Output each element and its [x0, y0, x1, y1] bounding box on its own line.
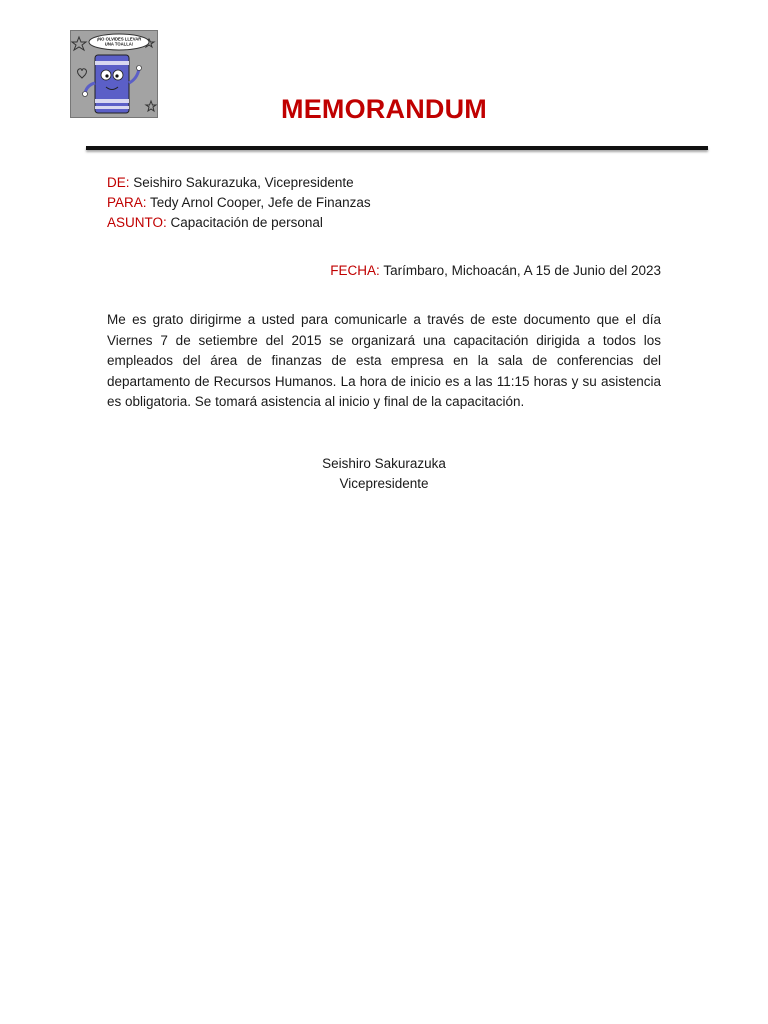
signature-name: Seishiro Sakurazuka	[322, 456, 446, 471]
svg-text:UNA TOALLA!: UNA TOALLA!	[104, 41, 134, 47]
to-label: PARA:	[107, 195, 147, 210]
from-label: DE:	[107, 175, 130, 190]
subject-label: ASUNTO:	[107, 215, 167, 230]
subject-value: Capacitación de personal	[170, 215, 323, 230]
memo-header	[107, 173, 371, 233]
from-line	[107, 173, 371, 193]
memo-body: Me es grato dirigirme a usted para comunicarle a través de este documento que el día Viernes 7 de setiembre del 2015 se organizará una capacitación dirigida a todos los empleados del área de finanzas de esta empresa en la sala de conferencias del departamento de Recursos Humanos. La hora de inicio es a las 11:15 horas y su asistencia es obligatoria. Se tomará asistencia al inicio y final de la capacitación.	[107, 312, 661, 409]
date-label: FECHA:	[330, 263, 380, 278]
subject-line	[107, 213, 371, 233]
signature-block	[0, 454, 768, 494]
to-value: Tedy Arnol Cooper, Jefe de Finanzas	[150, 195, 371, 210]
svg-text:¡NO OLVIDES LLEVAR: ¡NO OLVIDES LLEVAR	[96, 36, 142, 42]
to-line	[107, 193, 371, 213]
title-divider	[86, 146, 708, 150]
page-title: MEMORANDUM	[281, 94, 487, 124]
date-line	[330, 261, 661, 281]
from-value: Seishiro Sakurazuka, Vicepresidente	[133, 175, 354, 190]
signature-role: Vicepresidente	[339, 476, 429, 491]
date-value: Tarímbaro, Michoacán, A 15 de Junio del 2023	[383, 263, 661, 278]
